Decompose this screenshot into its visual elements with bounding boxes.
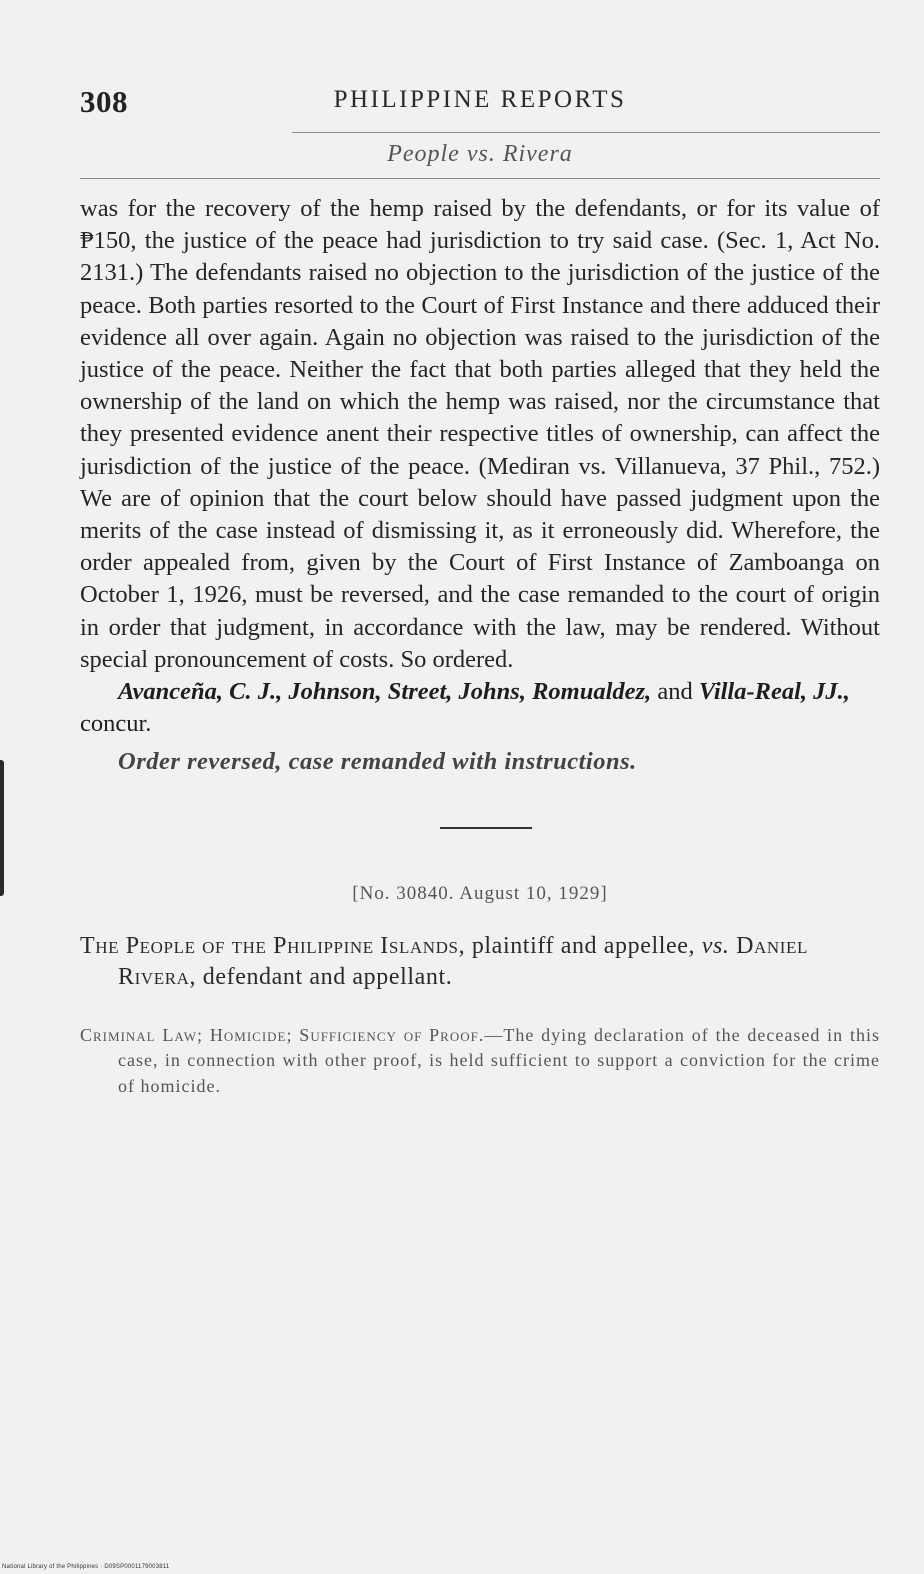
case-disposition: Order reversed, case remanded with instructions. (118, 748, 637, 776)
versus: vs. (701, 932, 730, 959)
plaintiff-role: plaintiff and appellee, (465, 932, 702, 959)
concurrence-line (80, 676, 880, 740)
case-parties (80, 931, 880, 993)
syllabus-topics: Criminal Law; Homicide; Sufficiency of Proof. (80, 1024, 485, 1045)
section-divider (440, 827, 532, 829)
header-rule-top (292, 132, 880, 133)
report-page (80, 78, 880, 1099)
opinion-paragraph: was for the recovery of the hemp raised by the defendants, or for its value of ₱150, the justice of the peace had jurisdiction to try said case. (Sec. 1, Act No. 2131.) The defendants raised no objection to the jurisdiction of the justice of the peace. Both parties resorted to the Court of First Instance and there adduced their evidence all over again. Again no objection was raised to the jurisdiction of the justice of the peace. Neither the fact that both parties alleged that they held the ownership of the land on which the hemp was raised, nor the circumstance that they presented evidence anent their respective titles of ownership, can affect the jurisdiction of the justice of the peace. (Mediran vs. Villanueva, 37 Phil., 752.) We are of opinion that the court below should have passed judgment upon the merits of the case instead of dismissing it, as it erroneously did. Wherefore, the order appealed from, given by the Court of First Instance of Zamboanga on October 1, 1926, must be reversed, and the case remanded to the court of origin in order that judgment, in accordance with the law, may be rendered. Without special pronouncement of costs. So ordered. (80, 195, 880, 673)
concur-tail: concur. (80, 710, 152, 738)
concurring-justices: Avanceña, C. J., Johnson, Street, Johns, Romualdez, (118, 678, 652, 706)
running-head: People vs. Rivera (387, 141, 573, 167)
page-number: 308 (80, 84, 128, 119)
defendant-name: Daniel Rivera, (118, 932, 809, 990)
case-number-date: [No. 30840. August 10, 1929] (352, 882, 608, 904)
concur-conjunction: and (651, 678, 699, 706)
defendant-role: defendant and appellant. (196, 963, 453, 990)
header-rule-bottom (80, 178, 880, 179)
journal-title: PHILIPPINE REPORTS (333, 86, 627, 113)
scan-edge-mark (0, 760, 4, 896)
page-header (80, 78, 880, 126)
syllabus (80, 1023, 880, 1100)
scan-credit: National Library of the Philippines · D09SP0001179003811 (2, 1564, 170, 1570)
plaintiff-name: The People of the Philippine Islands, (80, 932, 466, 959)
concurring-justices-2: Villa-Real, JJ., (698, 678, 850, 706)
syllabus-text: —The dying declaration of the deceased in this case, in connection with other proof, is held sufficient to support a conviction for the crime of homicide. (118, 1024, 880, 1096)
